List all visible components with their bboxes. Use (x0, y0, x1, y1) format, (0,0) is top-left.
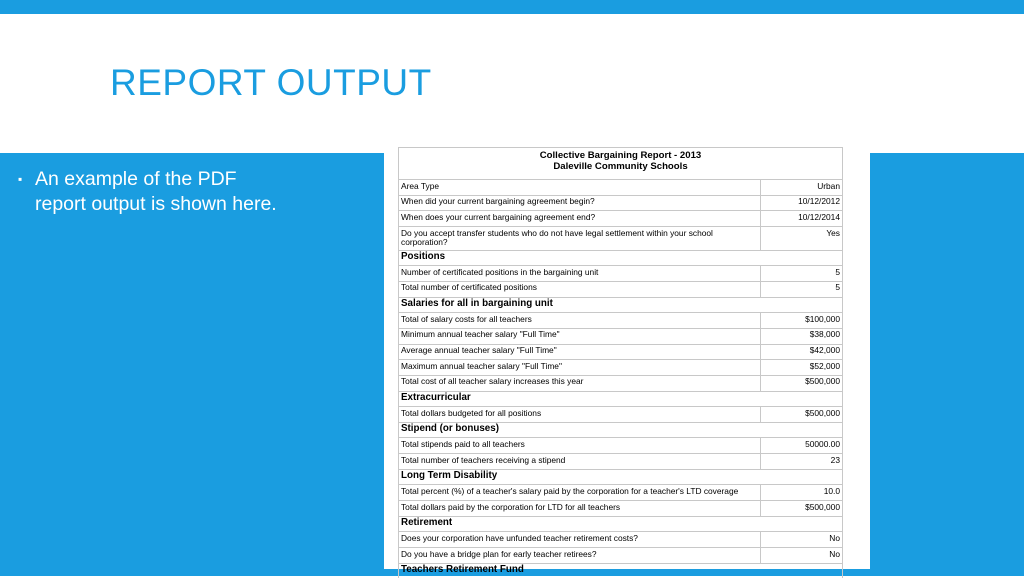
report-title-cell (399, 148, 843, 180)
row-value: $500,000 (760, 501, 842, 517)
row-label: Maximum annual teacher salary "Full Time" (399, 360, 761, 376)
row-label: When does your current bargaining agreement end? (399, 211, 761, 227)
row-label: When did your current bargaining agreement begin? (399, 195, 761, 211)
table-row (399, 454, 843, 470)
row-value: $100,000 (760, 313, 842, 329)
row-label: Average annual teacher salary "Full Time" (399, 344, 761, 360)
row-label: Do you have a bridge plan for early teacher retirees? (399, 548, 761, 564)
bullet-icon: ▪ (18, 172, 23, 186)
section-title: Teachers Retirement Fund (399, 563, 843, 578)
row-label: Total number of certificated positions (399, 281, 761, 297)
row-label: Total of salary costs for all teachers (399, 313, 761, 329)
row-value: 23 (760, 454, 842, 470)
bullet-text: An example of the PDF report output is shown here. (35, 168, 277, 215)
table-row (399, 375, 843, 391)
row-value: No (760, 532, 842, 548)
slide-title: REPORT OUTPUT (110, 62, 432, 103)
table-row (399, 281, 843, 297)
top-accent-bar (0, 0, 1024, 14)
table-row (399, 313, 843, 329)
report-subtitle: Daleville Community Schools (553, 161, 688, 172)
row-label: Total number of teachers receiving a stipend (399, 454, 761, 470)
report-title: Collective Bargaining Report - 2013 (539, 150, 702, 161)
report-table (398, 147, 843, 578)
section-header (399, 563, 843, 578)
row-label: Total percent (%) of a teacher's salary paid by the corporation for a teacher's LTD coverage (399, 485, 761, 501)
table-row (399, 344, 843, 360)
table-row (399, 211, 843, 227)
row-value: 50000.00 (760, 438, 842, 454)
table-row (399, 360, 843, 376)
row-value: $38,000 (760, 328, 842, 344)
section-header (399, 391, 843, 407)
table-row (399, 328, 843, 344)
table-row (399, 195, 843, 211)
section-header (399, 297, 843, 313)
section-header (399, 422, 843, 438)
row-value: 10.0 (760, 485, 842, 501)
row-value: 10/12/2012 (760, 195, 842, 211)
table-row (399, 485, 843, 501)
row-value: $500,000 (760, 375, 842, 391)
row-value: No (760, 548, 842, 564)
section-title: Long Term Disability (399, 469, 843, 485)
row-label: Total dollars paid by the corporation for LTD for all teachers (399, 501, 761, 517)
table-row (399, 532, 843, 548)
row-value: Urban (760, 180, 842, 196)
row-label: Minimum annual teacher salary "Full Time" (399, 328, 761, 344)
table-row (399, 180, 843, 196)
report-header (399, 148, 843, 180)
section-title: Positions (399, 250, 843, 266)
row-value: 5 (760, 266, 842, 282)
row-label: Total stipends paid to all teachers (399, 438, 761, 454)
table-row (399, 407, 843, 423)
row-value: $52,000 (760, 360, 842, 376)
section-title: Retirement (399, 516, 843, 532)
row-label: Do you accept transfer students who do not have legal settlement within your school corporation? (399, 227, 761, 251)
bullet-point (18, 167, 288, 217)
row-value: $42,000 (760, 344, 842, 360)
table-row (399, 501, 843, 517)
section-header (399, 250, 843, 266)
report-image (398, 147, 843, 575)
row-label: Total cost of all teacher salary increases this year (399, 375, 761, 391)
table-row (399, 438, 843, 454)
row-value: Yes (760, 227, 842, 251)
row-value: 5 (760, 281, 842, 297)
row-value: 10/12/2014 (760, 211, 842, 227)
section-title: Salaries for all in bargaining unit (399, 297, 843, 313)
table-row (399, 227, 843, 251)
row-label: Area Type (399, 180, 761, 196)
section-header (399, 469, 843, 485)
table-row (399, 266, 843, 282)
row-value: $500,000 (760, 407, 842, 423)
row-label: Does your corporation have unfunded teacher retirement costs? (399, 532, 761, 548)
row-label: Number of certificated positions in the bargaining unit (399, 266, 761, 282)
section-header (399, 516, 843, 532)
table-row (399, 548, 843, 564)
row-label: Total dollars budgeted for all positions (399, 407, 761, 423)
section-title: Extracurricular (399, 391, 843, 407)
section-title: Stipend (or bonuses) (399, 422, 843, 438)
